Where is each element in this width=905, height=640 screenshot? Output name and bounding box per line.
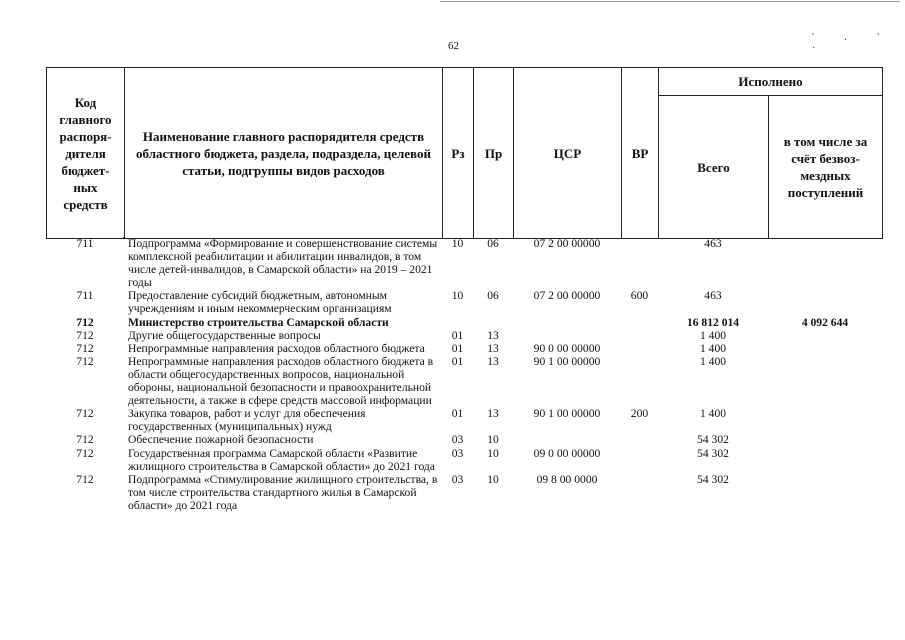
row-name: Закупка товаров, работ и услуг для обеспечения государственных (муниципальных) нужд xyxy=(128,407,366,434)
row-total: 1 400 xyxy=(699,341,727,355)
row-total: 54 302 xyxy=(697,446,729,460)
row-pr: 06 xyxy=(487,289,499,303)
row-csr: 09 8 00 0000 xyxy=(536,472,598,486)
row-incl xyxy=(768,342,882,355)
row-incl xyxy=(768,473,882,512)
data-table xyxy=(46,237,882,512)
row-pr: 06 xyxy=(487,237,499,250)
top-edge-rule xyxy=(440,1,900,2)
row-pr: 13 xyxy=(487,407,499,421)
row-csr: 90 1 00 00000 xyxy=(533,354,601,368)
row-name: Обеспечение пожарной безопасности xyxy=(128,433,314,447)
row-code: 712 xyxy=(76,328,94,342)
row-total: 1 400 xyxy=(699,328,727,342)
row-incl xyxy=(768,237,882,289)
row-name: Другие общегосударственные вопросы xyxy=(128,328,321,342)
row-total: 1 400 xyxy=(699,407,727,421)
row-rz: 03 xyxy=(451,472,464,486)
row-name: Министерство строительства Самарской области xyxy=(128,315,389,329)
table-row xyxy=(46,433,882,446)
row-incl xyxy=(768,329,882,342)
header-pr: Пр xyxy=(474,68,514,239)
corner-scan-marks: ' . ' · xyxy=(812,32,894,54)
row-code: 712 xyxy=(76,341,94,355)
header-rz: Рз xyxy=(443,68,474,239)
row-vr xyxy=(621,237,658,289)
row-csr xyxy=(513,316,621,329)
row-total: 54 302 xyxy=(697,433,729,447)
row-pr: 10 xyxy=(487,472,499,486)
row-rz: 03 xyxy=(451,446,464,460)
page-number: 62 xyxy=(448,40,459,52)
row-vr: 600 xyxy=(630,289,649,303)
row-vr xyxy=(621,473,658,512)
row-vr xyxy=(621,329,658,342)
table-row xyxy=(46,447,882,473)
row-rz: 01 xyxy=(451,328,464,342)
row-rz xyxy=(442,316,473,329)
table-row xyxy=(46,329,882,342)
row-total: 463 xyxy=(704,237,722,250)
header-incl: в том числе за счёт безвоз-мездных поступлений xyxy=(769,96,883,239)
row-incl: 4 092 644 xyxy=(801,315,849,329)
row-total: 1 400 xyxy=(699,354,727,368)
row-pr: 13 xyxy=(487,354,499,368)
row-incl xyxy=(768,289,882,315)
header-executed: Исполнено xyxy=(659,68,883,96)
row-code: 712 xyxy=(76,354,94,368)
row-pr: 10 xyxy=(487,446,499,460)
row-total: 54 302 xyxy=(697,472,729,486)
table-row xyxy=(46,342,882,355)
row-total: 463 xyxy=(704,289,722,303)
header-total: Всего xyxy=(659,96,769,239)
table-row xyxy=(46,355,882,407)
row-csr: 07 2 00 00000 xyxy=(533,289,601,303)
row-name: Подпрограмма «Стимулирование жилищного строительства, в том числе строительства стандартного жилья в Самарской области» до 2021 года xyxy=(128,472,438,512)
row-pr: 13 xyxy=(487,328,499,342)
table-row xyxy=(46,289,882,315)
row-code: 712 xyxy=(76,446,94,460)
row-pr xyxy=(473,316,513,329)
row-rz: 10 xyxy=(451,237,464,250)
row-csr xyxy=(513,433,621,446)
row-incl xyxy=(768,407,882,433)
row-rz: 10 xyxy=(451,289,464,303)
table-header xyxy=(46,67,883,239)
row-vr xyxy=(621,433,658,446)
row-pr: 13 xyxy=(487,341,499,355)
row-csr: 07 2 00 00000 xyxy=(533,237,601,250)
row-name: Государственная программа Самарской области «Развитие жилищного строительства в Самарской области» до 2021 года xyxy=(128,446,435,473)
header-vr: ВР xyxy=(622,68,659,239)
row-vr: 200 xyxy=(630,407,649,421)
table-row xyxy=(46,237,882,289)
row-rz: 01 xyxy=(451,341,464,355)
table-row xyxy=(46,407,882,433)
row-code: 712 xyxy=(76,472,94,486)
row-csr: 90 1 00 00000 xyxy=(533,407,601,421)
row-code: 712 xyxy=(76,407,94,421)
row-incl xyxy=(768,355,882,407)
row-vr xyxy=(621,447,658,473)
row-name: Непрограммные направления расходов областного бюджета xyxy=(128,341,425,355)
row-rz: 01 xyxy=(451,354,464,368)
row-name: Предоставление субсидий бюджетным, автономным учреждениям и иным некоммерческим организациям xyxy=(128,289,392,316)
row-vr xyxy=(621,316,658,329)
row-pr: 10 xyxy=(487,433,499,447)
row-csr: 90 0 00 00000 xyxy=(533,341,601,355)
header-csr: ЦСР xyxy=(514,68,622,239)
row-name: Непрограммные направления расходов областного бюджета в области общегосударственных вопросов, национальной обороны, национальной безопасности и правоохранительной деятельности, а также в сфере средств массовой информации xyxy=(128,354,434,408)
row-rz: 01 xyxy=(451,407,464,421)
row-csr xyxy=(513,329,621,342)
header-code: Код главного распоря-дителя бюджет-ных средств xyxy=(47,68,125,239)
row-code: 711 xyxy=(76,237,94,250)
row-total: 16 812 014 xyxy=(686,315,740,329)
row-name: Подпрограмма «Формирование и совершенствование системы комплексной реабилитации и абилитации инвалидов, в том числе детей-инвалидов, в Самарской области» на 2019 – 2021 годы xyxy=(128,237,438,290)
row-vr xyxy=(621,342,658,355)
row-code: 712 xyxy=(76,433,94,447)
row-code: 711 xyxy=(76,289,94,303)
row-csr: 09 0 00 00000 xyxy=(533,446,601,460)
row-incl xyxy=(768,433,882,446)
header-name: Наименование главного распорядителя средств областного бюджета, раздела, подраздела, целевой статьи, подгруппы видов расходов xyxy=(125,68,443,239)
row-incl xyxy=(768,447,882,473)
row-vr xyxy=(621,355,658,407)
row-rz: 03 xyxy=(451,433,464,447)
table-row xyxy=(46,316,882,329)
row-code: 712 xyxy=(76,315,94,329)
table-row xyxy=(46,473,882,512)
